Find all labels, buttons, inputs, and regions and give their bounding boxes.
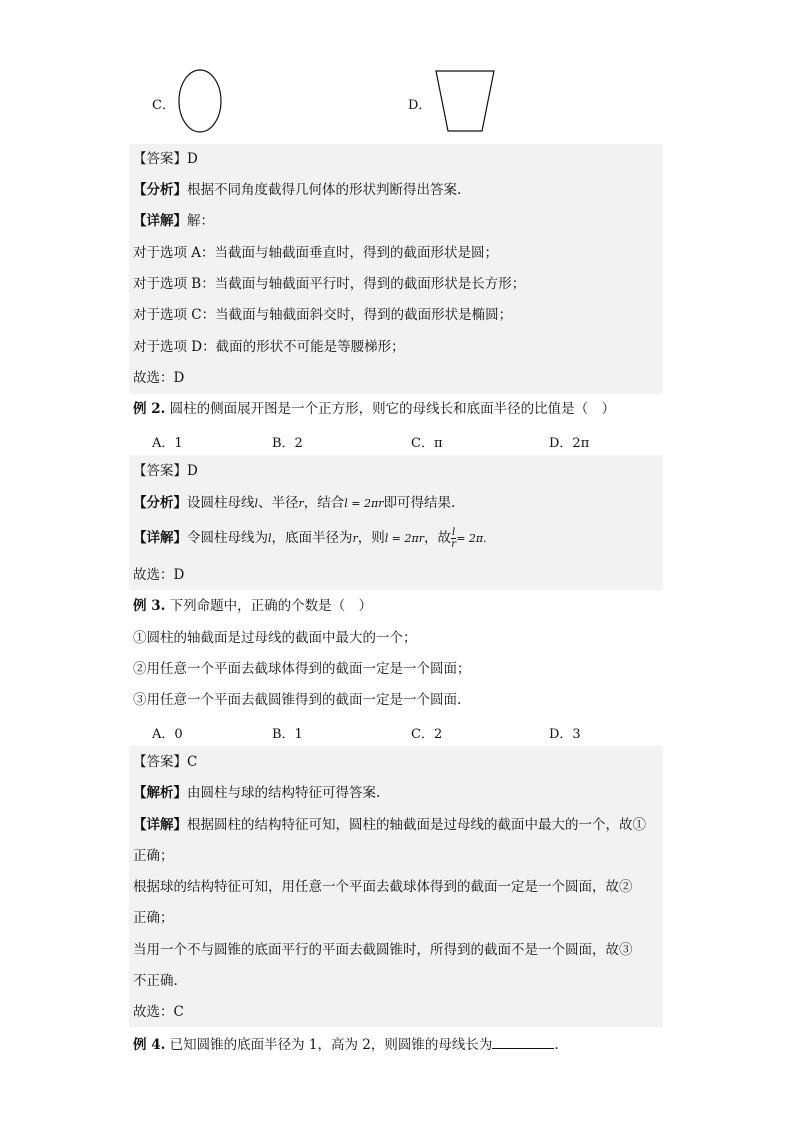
- ex1-choose: 故选：D: [133, 370, 185, 386]
- ex4-question: 例 4. 已知圆锥的底面半径为 1，高为 2，则圆锥的母线长为 .: [133, 1034, 559, 1054]
- fraction-l-over-r: $\frac{l}{r}$: [451, 527, 456, 550]
- ex2-detail: 【详解】令圆柱母线为l，底面半径为r，则l = 2πr，故 $\frac{l}{r}$ = 2π.: [133, 527, 487, 550]
- ellipse-figure: [176, 68, 226, 136]
- ex2-answer: 【答案】D: [133, 463, 198, 479]
- ex3-option-d: D．3: [549, 727, 581, 742]
- ex2-choose: 故选：D: [133, 567, 185, 583]
- ex1-answer: 【答案】D: [133, 151, 198, 167]
- ex1-line-a: 对于选项 A：当截面与轴截面垂直时，得到的截面形状是圆；: [133, 245, 499, 261]
- ex2-option-a: A．1: [152, 436, 183, 451]
- option-c-label: C．: [152, 98, 175, 113]
- ex3-detail-2a: 根据球的结构特征可知，用任意一个平面去截球体得到的截面一定是一个圆面，故②: [133, 879, 633, 895]
- ex1-line-b: 对于选项 B：当截面与轴截面平行时，得到的截面形状是长方形；: [133, 276, 526, 292]
- trapezoid-figure: [432, 68, 498, 134]
- ex3-statement-2: ②用任意一个平面去截球体得到的截面一定是一个圆面；: [133, 661, 471, 677]
- ex1-line-d: 对于选项 D：截面的形状不可能是等腰梯形；: [133, 339, 405, 355]
- ex2-question: 例 2. 圆柱的侧面展开图是一个正方形，则它的母线长和底面半径的比值是（ ）: [133, 401, 616, 417]
- ex3-analysis: 【解析】由圆柱与球的结构特征可得答案.: [133, 785, 381, 801]
- ex1-detail: 【详解】解：: [133, 213, 214, 229]
- ex3-answer: 【答案】C: [133, 754, 198, 770]
- ex3-detail-3b: 不正确.: [133, 973, 178, 989]
- ex2-analysis: 【分析】设圆柱母线l、半径r，结合l = 2πr即可得结果.: [133, 495, 456, 511]
- answer-blank: [492, 1034, 554, 1049]
- ex3-option-b: B．1: [272, 727, 303, 742]
- ex1-analysis: 【分析】根据不同角度截得几何体的形状判断得出答案.: [133, 182, 462, 198]
- ex2-option-d: D．2π: [549, 436, 590, 451]
- ex3-detail-1a: 【详解】根据圆柱的结构特征可知，圆柱的轴截面是过母线的截面中最大的一个，故①: [133, 817, 646, 833]
- solution-block-2: [129, 455, 663, 590]
- ex1-line-c: 对于选项 C：当截面与轴截面斜交时，得到的截面形状是椭圆；: [133, 307, 513, 323]
- ex2-option-c: C．π: [411, 436, 443, 451]
- ex3-detail-2b: 正确；: [133, 910, 174, 926]
- ex2-option-b: B．2: [272, 436, 303, 451]
- ex3-option-c: C．2: [411, 727, 443, 742]
- ex3-statement-3: ③用任意一个平面去截圆锥得到的截面一定是一个圆面.: [133, 692, 462, 708]
- ex3-option-a: A．0: [152, 727, 183, 742]
- ex3-detail-3a: 当用一个不与圆锥的底面平行的平面去截圆锥时，所得到的截面不是一个圆面，故③: [133, 942, 633, 958]
- ex3-choose: 故选：C: [133, 1004, 184, 1020]
- ex3-statement-1: ①圆柱的轴截面是过母线的截面中最大的一个；: [133, 630, 417, 646]
- ex3-question: 例 3. 下列命题中，正确的个数是（ ）: [133, 598, 373, 614]
- ex3-detail-1b: 正确；: [133, 848, 174, 864]
- option-d-label: D．: [408, 98, 432, 113]
